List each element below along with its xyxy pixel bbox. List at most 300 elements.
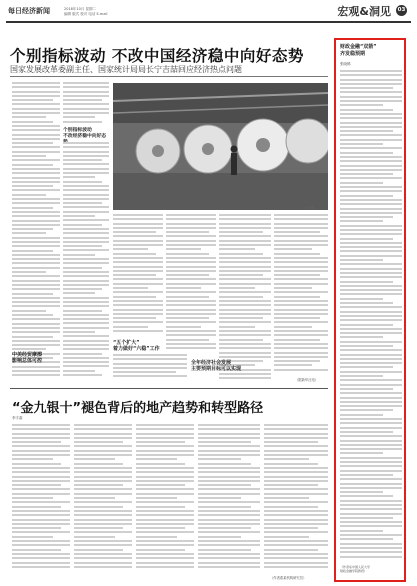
text-line xyxy=(264,493,328,495)
text-line xyxy=(340,233,402,235)
text-line xyxy=(136,501,194,503)
text-line xyxy=(198,527,251,529)
text-line xyxy=(74,480,132,482)
text-line xyxy=(219,218,271,220)
text-line xyxy=(12,241,60,243)
text-line xyxy=(274,283,328,285)
text-line xyxy=(12,91,60,93)
text-line xyxy=(219,313,271,315)
text-line xyxy=(340,543,402,545)
text-line xyxy=(12,262,60,264)
text-line xyxy=(340,414,383,416)
text-line xyxy=(264,514,328,516)
text-line xyxy=(12,250,53,252)
text-line xyxy=(340,250,402,252)
text-line xyxy=(74,549,123,551)
text-line xyxy=(219,309,271,311)
text-line xyxy=(219,253,263,255)
text-line xyxy=(12,103,60,105)
text-line xyxy=(340,491,383,493)
text-line xyxy=(340,246,402,248)
text-line xyxy=(219,257,271,259)
text-line xyxy=(12,142,53,144)
text-line xyxy=(74,424,132,426)
text-line xyxy=(63,185,109,187)
text-line xyxy=(340,513,402,515)
text-line xyxy=(12,467,70,469)
text-line xyxy=(219,330,271,332)
text-line xyxy=(12,454,70,456)
text-line xyxy=(340,315,402,317)
text-line xyxy=(198,471,260,473)
text-line xyxy=(113,287,148,289)
text-line xyxy=(63,211,109,213)
text-line xyxy=(63,357,109,359)
text-line xyxy=(274,369,328,371)
text-line xyxy=(12,232,46,234)
text-line xyxy=(340,525,402,527)
text-line xyxy=(340,366,393,368)
text-line xyxy=(113,363,187,365)
text-line xyxy=(63,228,109,230)
text-line xyxy=(198,536,241,538)
text-line xyxy=(12,428,70,430)
text-line xyxy=(63,198,109,200)
text-line xyxy=(198,514,260,516)
text-line xyxy=(74,527,123,529)
text-line xyxy=(136,445,194,447)
text-line xyxy=(12,134,60,136)
text-line xyxy=(340,208,402,210)
text-line xyxy=(12,121,53,123)
text-line xyxy=(63,194,109,196)
text-line xyxy=(198,433,260,435)
text-line xyxy=(198,566,260,568)
text-line xyxy=(136,437,194,439)
text-line xyxy=(12,116,46,118)
text-line xyxy=(198,519,260,521)
text-line xyxy=(198,467,260,469)
text-line xyxy=(12,336,53,338)
text-line xyxy=(63,189,109,191)
text-line xyxy=(198,450,260,452)
text-line xyxy=(63,146,109,148)
sidebar-footer-line-1: （作者系中国人民大学 xyxy=(340,565,371,569)
text-line xyxy=(12,177,60,179)
text-line xyxy=(264,471,328,473)
text-line xyxy=(74,531,132,533)
text-line xyxy=(198,493,260,495)
text-line xyxy=(63,82,109,84)
text-line xyxy=(63,267,102,269)
text-line xyxy=(74,484,123,486)
text-line xyxy=(340,354,402,356)
text-line xyxy=(340,268,402,270)
text-line xyxy=(274,304,328,306)
text-line xyxy=(340,336,383,338)
text-line xyxy=(12,327,60,329)
text-line xyxy=(63,280,109,282)
text-line xyxy=(12,510,70,512)
text-line xyxy=(12,340,60,342)
text-line xyxy=(166,231,209,233)
text-line xyxy=(12,458,53,460)
text-line xyxy=(340,422,402,424)
text-line xyxy=(12,523,70,525)
text-line xyxy=(274,214,328,216)
factory-photo xyxy=(113,83,328,210)
text-line xyxy=(12,159,60,161)
text-line xyxy=(198,562,260,564)
text-line xyxy=(113,330,163,332)
sidebar-title xyxy=(340,44,400,57)
text-line xyxy=(113,283,163,285)
text-line xyxy=(74,437,132,439)
text-line xyxy=(63,151,109,153)
text-line xyxy=(12,476,70,478)
text-line xyxy=(12,228,53,230)
text-line xyxy=(63,322,109,324)
text-line xyxy=(12,86,60,88)
text-line xyxy=(136,424,194,426)
bottom-rule xyxy=(10,388,328,389)
text-line xyxy=(219,261,271,263)
text-line xyxy=(63,275,109,277)
text-line xyxy=(166,261,216,263)
text-line xyxy=(219,296,263,298)
text-line xyxy=(12,202,60,204)
lead-column-3 xyxy=(113,214,163,336)
text-line xyxy=(74,566,132,568)
text-line xyxy=(113,300,163,302)
text-line xyxy=(12,301,60,303)
factory-photo-illustration xyxy=(113,83,328,210)
text-line xyxy=(340,152,393,154)
text-line xyxy=(264,488,328,490)
text-line xyxy=(340,302,393,304)
text-line xyxy=(340,126,402,128)
bottom-author: 李宇嘉 xyxy=(12,416,23,420)
bottom-column-1 xyxy=(12,424,70,574)
text-line xyxy=(264,484,318,486)
text-line xyxy=(136,514,194,516)
text-line xyxy=(274,244,328,246)
text-line xyxy=(12,275,60,277)
text-line xyxy=(166,334,216,336)
text-line xyxy=(12,254,60,256)
text-line xyxy=(340,556,402,558)
text-line xyxy=(340,483,402,485)
text-line xyxy=(136,519,194,521)
text-line xyxy=(74,523,132,525)
text-line xyxy=(166,309,216,311)
text-line xyxy=(63,249,109,251)
text-line xyxy=(340,259,383,261)
text-line xyxy=(340,487,402,489)
text-line xyxy=(340,444,402,446)
text-line xyxy=(74,544,132,546)
text-line xyxy=(63,258,109,260)
lead-column-5 xyxy=(219,214,271,384)
text-line xyxy=(166,330,216,332)
text-line xyxy=(63,224,102,226)
text-line xyxy=(166,240,216,242)
left-heading-line-2: 影响总体可控 xyxy=(12,358,43,364)
text-line xyxy=(340,225,402,227)
text-line xyxy=(340,452,383,454)
text-line xyxy=(198,501,260,503)
text-line xyxy=(136,531,194,533)
text-line xyxy=(340,508,402,510)
text-line xyxy=(274,291,328,293)
text-line xyxy=(12,370,60,372)
text-line xyxy=(340,358,402,360)
text-line xyxy=(166,343,216,345)
text-line xyxy=(63,206,109,208)
text-line xyxy=(74,557,132,559)
text-line xyxy=(63,327,109,329)
text-line xyxy=(12,99,53,101)
text-line xyxy=(219,214,271,216)
mid-heading-1-line-1: “五个扩大” xyxy=(113,340,140,346)
text-line xyxy=(136,480,194,482)
text-line xyxy=(166,287,201,289)
lead-column-2 xyxy=(63,82,109,126)
text-line xyxy=(63,91,109,93)
sidebar-footer xyxy=(340,565,402,573)
text-line xyxy=(12,549,61,551)
text-line xyxy=(274,360,320,362)
text-line xyxy=(340,134,402,136)
text-line xyxy=(340,384,402,386)
text-line xyxy=(63,232,109,234)
text-line xyxy=(113,218,163,220)
text-line xyxy=(274,218,328,220)
text-line xyxy=(136,557,194,559)
text-line xyxy=(340,328,402,330)
text-line xyxy=(12,305,60,307)
text-line xyxy=(274,270,328,272)
text-line xyxy=(274,287,312,289)
text-line xyxy=(113,223,163,225)
text-line xyxy=(113,317,156,319)
text-line xyxy=(219,223,271,225)
text-line xyxy=(63,176,95,178)
text-line xyxy=(340,461,402,463)
text-line xyxy=(12,445,70,447)
text-line xyxy=(198,531,260,533)
text-line xyxy=(340,160,402,162)
text-line xyxy=(12,566,70,568)
text-line xyxy=(12,514,70,516)
text-line xyxy=(340,169,402,171)
section-title: 宏观&洞见 xyxy=(337,5,391,18)
text-line xyxy=(340,470,402,472)
text-line xyxy=(340,517,393,519)
text-line xyxy=(166,266,216,268)
text-line xyxy=(198,506,251,508)
text-line xyxy=(74,428,132,430)
text-line xyxy=(136,497,177,499)
text-line xyxy=(63,361,109,363)
text-line xyxy=(198,424,260,426)
text-line xyxy=(74,519,132,521)
text-line xyxy=(136,433,194,435)
text-line xyxy=(74,463,123,465)
text-line xyxy=(12,450,70,452)
text-line xyxy=(264,562,328,564)
text-line xyxy=(340,74,402,76)
text-line xyxy=(63,202,102,204)
text-line xyxy=(63,181,102,183)
text-line xyxy=(12,284,60,286)
text-line xyxy=(198,488,260,490)
text-line xyxy=(113,321,163,323)
text-line xyxy=(340,229,402,231)
text-line xyxy=(219,373,271,375)
lead-column-1 xyxy=(12,82,60,382)
text-line xyxy=(63,86,109,88)
text-line xyxy=(198,557,260,559)
text-line xyxy=(219,377,271,379)
lead-column-6 xyxy=(274,214,328,374)
text-line xyxy=(264,480,328,482)
text-line xyxy=(340,397,402,399)
text-line xyxy=(12,280,60,282)
left-heading-trade-friction xyxy=(12,352,42,364)
text-line xyxy=(264,557,328,559)
text-line xyxy=(340,104,383,106)
text-line xyxy=(340,87,393,89)
text-line xyxy=(274,266,328,268)
text-line xyxy=(113,244,163,246)
text-line xyxy=(340,457,402,459)
text-line xyxy=(74,433,132,435)
text-line xyxy=(340,392,402,394)
text-line xyxy=(136,506,185,508)
text-line xyxy=(63,241,109,243)
text-line xyxy=(74,458,115,460)
text-line xyxy=(136,476,194,478)
text-line xyxy=(340,448,402,450)
text-line xyxy=(198,480,260,482)
text-line xyxy=(12,553,70,555)
text-line xyxy=(136,553,194,555)
text-line xyxy=(340,306,402,308)
text-line xyxy=(12,297,60,299)
text-line xyxy=(198,510,260,512)
text-line xyxy=(340,272,402,274)
text-line xyxy=(198,458,241,460)
text-line xyxy=(166,223,216,225)
text-line xyxy=(274,274,320,276)
text-line xyxy=(136,549,185,551)
text-line xyxy=(12,189,60,191)
text-line xyxy=(264,476,328,478)
text-line xyxy=(12,245,60,247)
text-line xyxy=(12,237,60,239)
text-line xyxy=(136,540,194,542)
text-line xyxy=(219,266,271,268)
text-line xyxy=(198,540,260,542)
text-line xyxy=(113,214,163,216)
text-line xyxy=(12,519,70,521)
text-line xyxy=(74,450,132,452)
text-line xyxy=(113,266,163,268)
text-line xyxy=(340,83,402,85)
text-line xyxy=(340,70,402,72)
text-line xyxy=(12,194,46,196)
text-line xyxy=(340,113,402,115)
text-line xyxy=(63,284,109,286)
text-line xyxy=(166,218,216,220)
text-line xyxy=(74,454,132,456)
text-line xyxy=(12,488,70,490)
text-line xyxy=(198,549,251,551)
text-line xyxy=(113,270,163,272)
text-line xyxy=(12,493,70,495)
text-line xyxy=(136,523,194,525)
text-line xyxy=(113,235,163,237)
text-line xyxy=(63,344,109,346)
text-line xyxy=(63,305,109,307)
text-line xyxy=(63,155,109,157)
text-line xyxy=(113,240,163,242)
text-line xyxy=(113,231,156,233)
text-line xyxy=(166,304,216,306)
text-line xyxy=(113,326,148,328)
header-rule xyxy=(6,21,411,23)
text-line xyxy=(63,245,102,247)
sidebar-column xyxy=(340,70,402,562)
text-line xyxy=(12,108,60,110)
lead-column-3b xyxy=(113,354,187,384)
text-line xyxy=(340,281,393,283)
text-line xyxy=(340,401,402,403)
text-line xyxy=(340,534,402,536)
text-line xyxy=(198,497,241,499)
text-line xyxy=(12,267,60,269)
text-line xyxy=(340,324,393,326)
text-line xyxy=(340,551,402,553)
text-line xyxy=(274,296,320,298)
text-line xyxy=(12,215,60,217)
text-line xyxy=(136,544,194,546)
text-line xyxy=(63,292,95,294)
photo-credit: IC供图 xyxy=(305,206,314,210)
text-line xyxy=(264,544,328,546)
text-line xyxy=(63,353,102,355)
text-line xyxy=(219,352,271,354)
text-line xyxy=(74,510,132,512)
bottom-column-4 xyxy=(198,424,260,574)
text-line xyxy=(274,339,320,341)
text-line xyxy=(12,181,60,183)
text-line xyxy=(198,523,260,525)
text-line xyxy=(219,227,271,229)
text-line xyxy=(113,367,187,369)
text-line xyxy=(274,248,312,250)
text-line xyxy=(63,237,109,239)
text-line xyxy=(340,435,402,437)
text-line xyxy=(63,168,109,170)
text-line xyxy=(12,151,60,153)
text-line xyxy=(74,514,132,516)
text-line xyxy=(63,370,95,372)
text-line xyxy=(12,540,70,542)
text-line xyxy=(63,314,109,316)
bottom-column-2 xyxy=(74,424,132,574)
